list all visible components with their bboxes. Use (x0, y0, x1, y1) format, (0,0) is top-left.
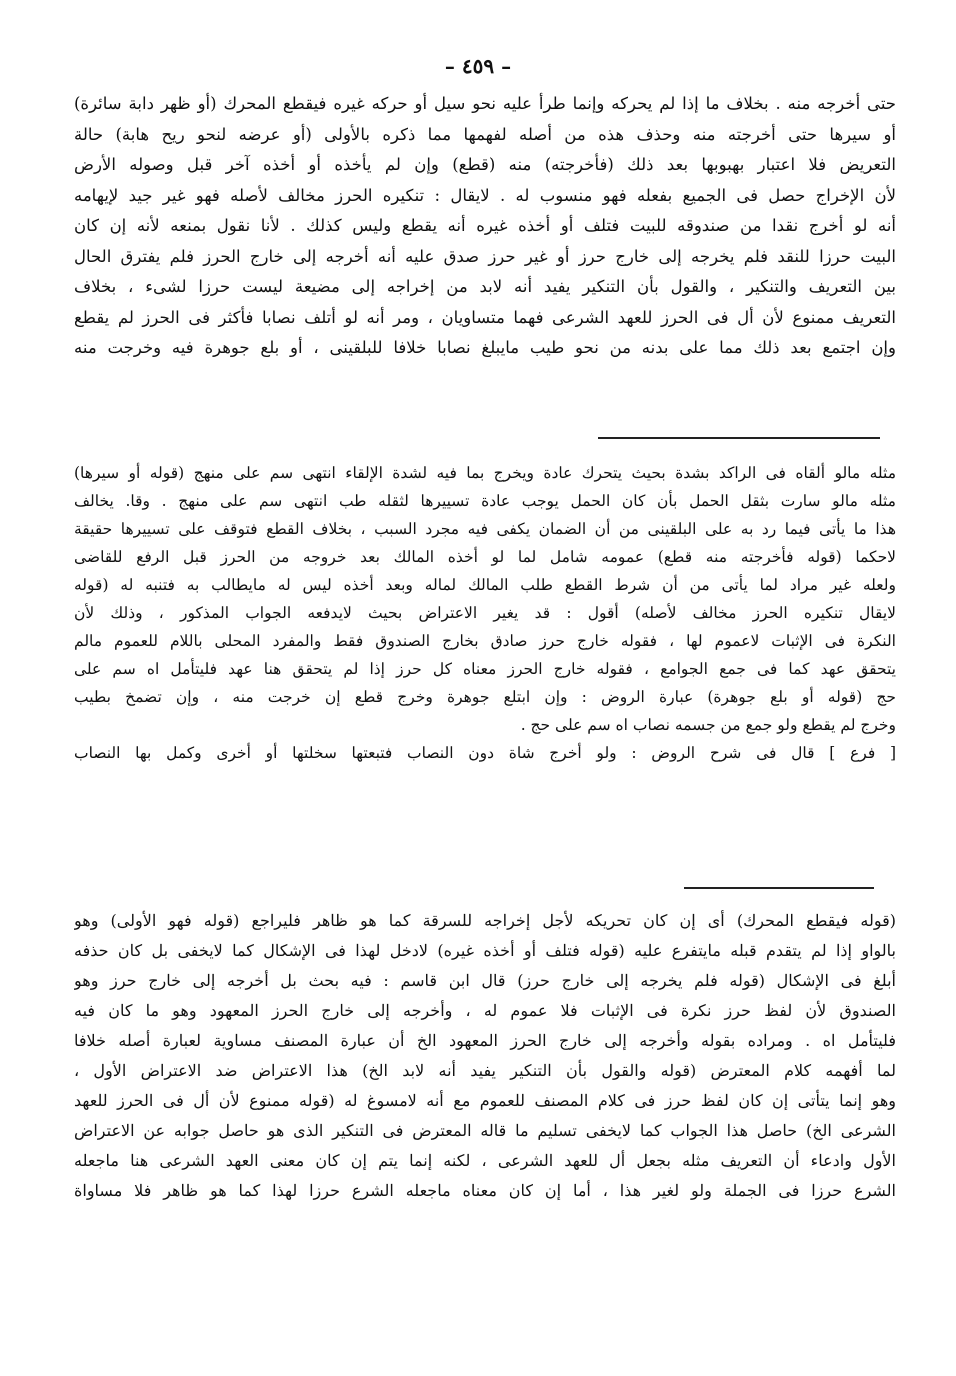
bottom-commentary-line: الصندوق لأن لفظ حرز نكرة فى الإثبات فلا عموم له ، وأخرجه إلى خارج الحرز المعهود وهو ما كان فيه (74, 1001, 896, 1020)
main-text-line: التعريف ممنوع لأن أل فى الحرز للعهد الشرعى فهما متساويان ، ومر أنه لو أتلف نصابا فأكثر فى الحرز لم يقطع (74, 307, 896, 327)
main-text-line: بين التعريف والتنكير ، والقول بأن التنكير يفيد أنه لابد من إخراجه إلى مضيعة ليست حرزا لشىء ، بخلاف (74, 277, 896, 296)
bottom-commentary-line: وهو إنما يتأتى إن كان لفظ حرز فى كلام المصنف للعموم مع أنه لامسوغ له (قوله ممنوع لأن أل فى الحرز للعهد (74, 1091, 896, 1110)
bottom-commentary-line: بالواو إذا لم يتقدم قبله مايتفرع عليه (قوله فتلف أو أخذه غيره) لادخل لهذا فى الإشكال كما لايخفى بل كان حذفه (74, 941, 896, 960)
main-text-line: أنه لو أخرج نقدا من صندوقه للبيت فتلف أو أخذه غيره أنه يقطع وليس كذلك . لأنا نقول بمنعه لأنه إن كان (74, 216, 896, 235)
commentary-line: هذا ما يأتى فيما رد به على البلقينى من أن الضمان يكفى فيه مجرد السبب ، بخلاف القطع فتوقف على تسييرها حقيقة (74, 520, 896, 538)
main-text-line: التعريض فلا اعتبار بهبوبها بعد ذلك (فأخرجته) منه (قطع) وإن لم يأخذه أو أخذه آخر قبل وصوله الأرض (74, 155, 896, 174)
bottom-commentary-line: الشرعى الخ) حاصل هذا الجواب كما لايخفى تسليم ما قاله المعترض فى التنكير الذى هو حاصل جوابه عن الاعتراض (74, 1121, 896, 1140)
branch-note: [ فرع ] قال فى شرح الروض : ولو أخرج شاة دون النصاب فتبعتها سخلتها أو أخرى وكمل بها النصاب (74, 744, 896, 762)
commentary-line: ولعله غير مراد لما يأتى من أن شرط القطع طلب المالك لماله وبعد أخذه ليس له مايطالب به فتنبه له (قوله (74, 576, 896, 594)
bottom-commentary-line: فليتأمل اه . ومراده بقوله وأخرجه إلى خارج الحرز المعهود الخ أن عبارة المصنف مساوية لعبارة أصله خلافا (74, 1031, 896, 1050)
bottom-commentary-line: الشرع حرزا فى الجملة ولو لغير هذا ، أما إن كان معناه ماجعله الشرع حرزا لهذا كما هو ظاهر فلا مساواة (74, 1181, 896, 1200)
commentary-line: يتحقق عهد كما فى جمع الجوامع ، فقوله خارج الحرز معناه كل حرز إذا لم يتحقق هنا عهد فليتأمل اه سم على (74, 660, 896, 678)
bottom-commentary-line: (قوله فيقطع المحرك) أى إن كان تحريكه لأجل إخراجه للسرقة كما هو ظاهر فليراجع (قوله فهو الأولى) وهو (74, 911, 896, 930)
bottom-commentary-line: الأول وادعاء أن التعريف مثله بجعل أل للعهد الشرعى ، لكنه إنما يتم إن كان معنى العهد الشرعى هنا ماجعله (74, 1151, 896, 1170)
page-number: – ٤٥٩ – (444, 54, 512, 78)
commentary-line: لاحكما (قوله فأخرجته منه قطع) عمومه شامل لما لو أخذه المالك بعد خروجه من الحرز قبل الرفع للقاضى (74, 548, 896, 566)
main-text-line: حتى أخرجه منه . بخلاف ما إذا لم يحركه وإنما طرأ عليه نحو سيل أو حركه غيره فيقطع المحرك (أو ظهر دابة سائرة) (74, 94, 896, 113)
commentary-line: النكرة فى الإثبات لاعموم لها ، فقوله خارج حرز صادق بخارج الصندوق فقط والمفرد المحلى باللام للعموم مالم (74, 632, 896, 650)
footnote-separator (598, 437, 880, 439)
commentary-block (74, 459, 896, 767)
bottom-commentary-line: أبلغ فى الإشكال (قوله فلم يخرجه إلى خارج حرز) قال ابن قاسم : فيه بحث بل أخرجه إلى خارج حرز وهو (74, 971, 896, 990)
bottom-commentary-block (74, 906, 896, 1206)
main-text-line: أو سيرها حتى أخرجته منه وحذف هذه من أصله لفهمها مما ذكره بالأولى (أو عرضه لنحو ريح هابة) حالة (74, 124, 896, 144)
commentary-line: مثله مالو ألقاه فى الراكد بشدة بحيث يتحرك عادة ويخرج بما فيه لشدة الإلقاء انتهى سم على منهج (قوله أو سيرها) (74, 464, 896, 482)
main-text-line: وإن اجتمع بعد ذلك مما على بدنه من نحو طيب مايبلغ نصابا خلافا للبلقينى ، أو بلع جوهرة فيه وخرجت منه (74, 338, 896, 357)
commentary-line: مثله مالو سارت بثقل الحمل بأن كان الحمل يوجب عادة تسييرها لثقله طب انتهى سم على منهج . وقا. يخالف (74, 492, 896, 510)
main-text-line: لأن الإخراج حصل فى الجميع بفعله فهو منسوب له . لايقال : تنكيره الحرز مخالف لأصله فهو غير جيد لإيهامه (74, 185, 896, 205)
commentary-line: حج (قوله أو بلع جوهرة) عبارة الروض : وإن ابتلع جوهرة وخرج قطع إن خرجت منه ، وإن تضمخ بطيب (74, 688, 896, 706)
main-text-block (74, 89, 896, 364)
commentary-line: وخرج لم يقطع ولو جمع من جسمه نصاب اه سم على حج . (520, 716, 896, 734)
bottom-commentary-line: لما أفهمه كلام المعترض (قوله والقول بأن التنكير يفيد أنه لابد الخ) هذا الاعتراض ضد الاعتراض الأول ، (74, 1061, 896, 1080)
footnote-separator (684, 887, 874, 889)
main-text-line: البيت حرزا للنقد فلم يخرجه إلى خارج حرز أو غير حرز صدق عليه أنه أخرجه إلى خارج الحرز فلم يفترق الحال (74, 246, 896, 266)
commentary-line: لايقال تنكيره الحرز مخالف لأصله) أقول : قد يغير الاعتراض بحيث لايدفعه الجواب المذكور ، وذلك لأن (74, 604, 896, 622)
